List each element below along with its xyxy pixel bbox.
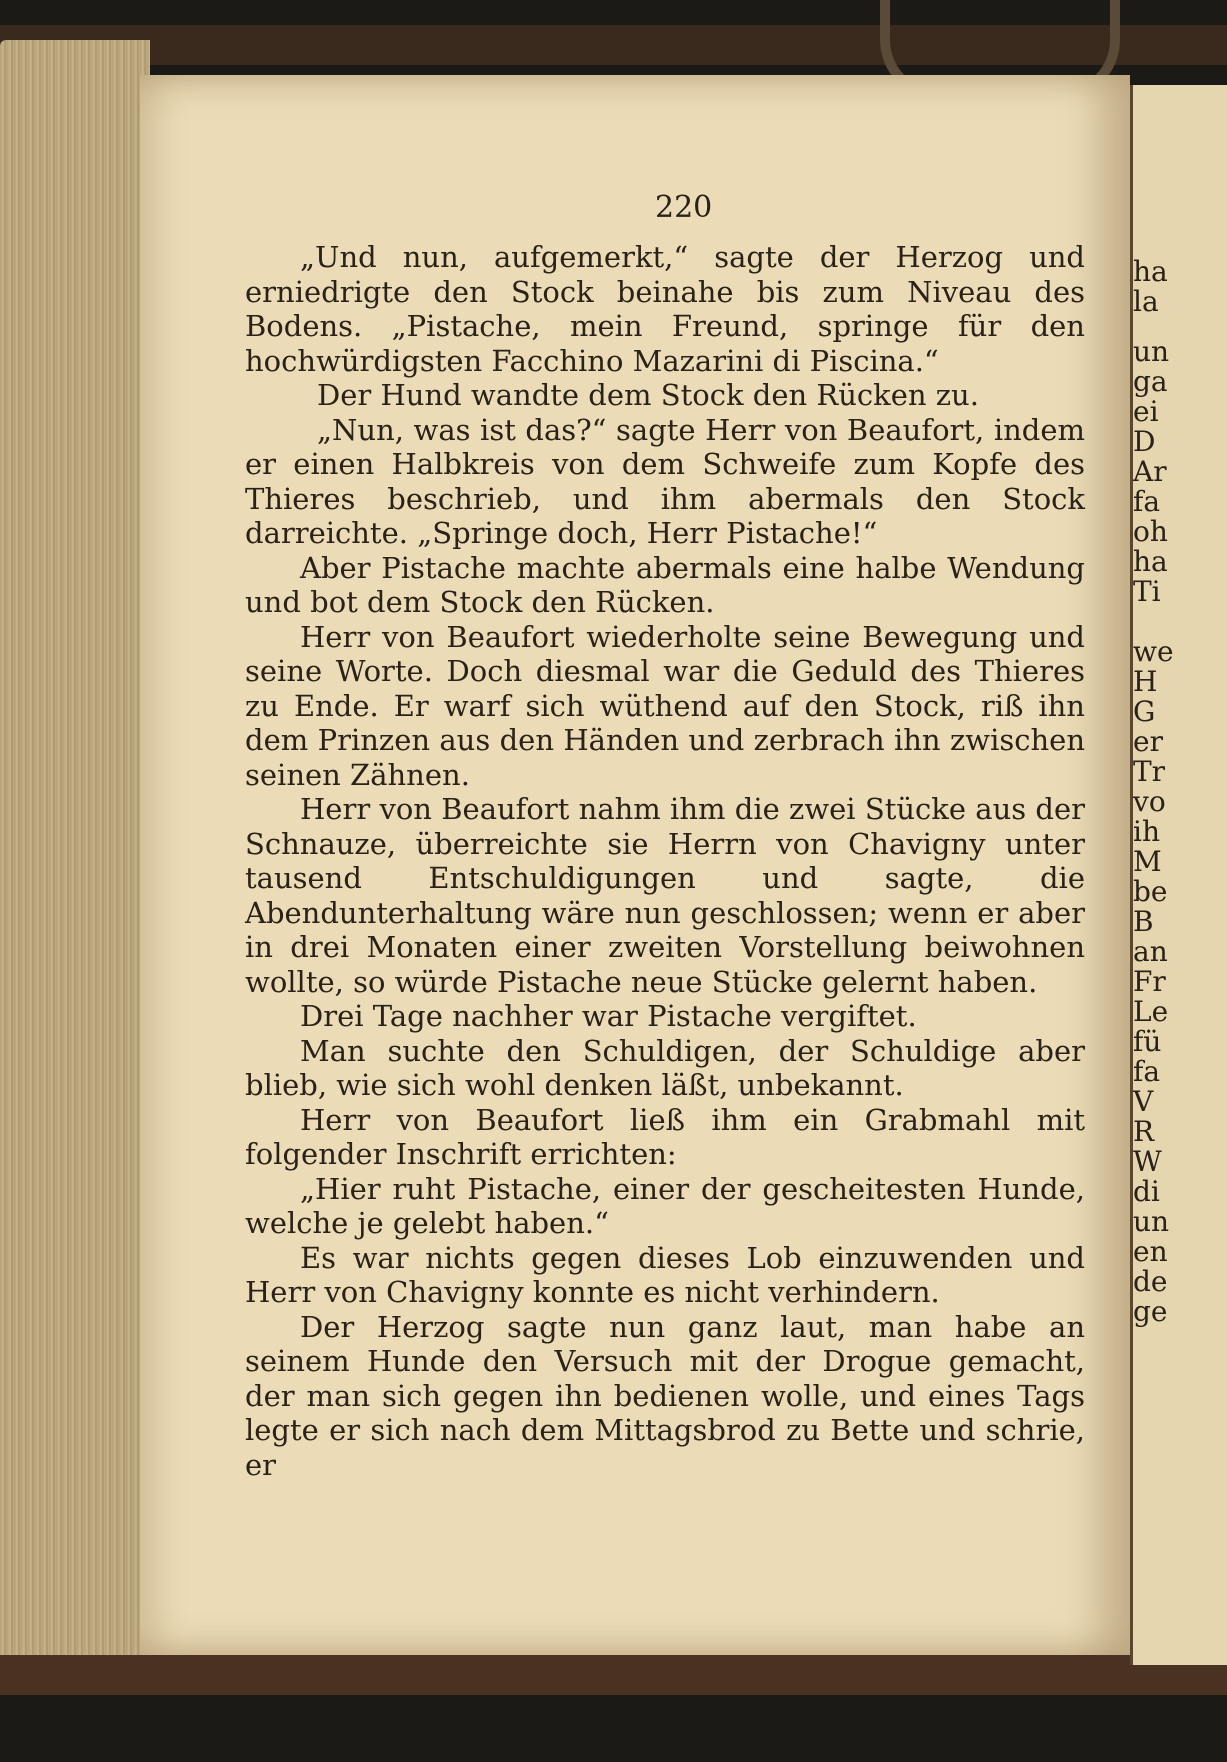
next-page-fragment: M <box>1133 845 1162 878</box>
next-page-fragment: vo <box>1133 785 1166 818</box>
next-page-fragment: di <box>1133 1175 1160 1208</box>
next-page-edge <box>1130 85 1227 1665</box>
next-page-fragment: we <box>1133 635 1174 668</box>
next-page-fragment: en <box>1133 1235 1168 1268</box>
next-page-fragment: la <box>1133 285 1159 318</box>
paragraph: Drei Tage nachher war Pistache vergiftet. <box>300 999 917 1033</box>
paragraph: „Nun, was ist das?“ sagte Herr von Beaufort, indem er einen Halbkreis von dem Schweife zum Kopfe des Thieres beschrieb, und ihm abermals den Stock darreichte. „Springe doch, Herr Pistache!“ <box>245 412 1085 550</box>
next-page-fragment: oh <box>1133 515 1168 548</box>
next-page-fragment: ga <box>1133 365 1168 398</box>
next-page-fragment: un <box>1133 335 1170 368</box>
next-page-fragment: fü <box>1133 1025 1162 1058</box>
next-page-fragment: B <box>1133 905 1154 938</box>
next-page-fragment: G <box>1133 695 1156 728</box>
paragraph: Der Herzog sagte nun ganz laut, man habe an seinem Hunde den Versuch mit der Drogue gemacht, der man sich gegen ihn bedienen wolle, und eines Tags legte er sich nach dem Mittagsbrod zu Bette und schrie, er <box>245 1309 1085 1482</box>
paragraph: Herr von Beaufort wiederholte seine Bewegung und seine Worte. Doch diesmal war die Geduld des Thieres zu Ende. Er warf sich wüthend auf den Stock, riß ihn dem Prinzen aus den Händen und zerbrach ihn zwischen seinen Zähnen. <box>245 619 1085 792</box>
next-page-fragment: Ar <box>1133 455 1167 488</box>
next-page-fragment: ih <box>1133 815 1160 848</box>
next-page-fragment: an <box>1133 935 1168 968</box>
next-page-fragment: er <box>1133 725 1163 758</box>
next-page-fragment: Fr <box>1133 965 1166 998</box>
next-page-fragment: ha <box>1133 545 1168 578</box>
paragraph: „Und nun, aufgemerkt,“ sagte der Herzog und erniedrigte den Stock beinahe bis zum Niveau des Bodens. „Pistache, mein Freund, springe für den hochwürdigsten Facchino Mazarini di Piscina.“ <box>245 240 1085 378</box>
next-page-fragment: W <box>1133 1145 1162 1178</box>
next-page-fragment: D <box>1133 425 1156 458</box>
next-page-fragment: ge <box>1133 1295 1168 1328</box>
next-page-fragment: V <box>1133 1085 1154 1118</box>
next-page-fragment: H <box>1133 665 1158 698</box>
next-page-fragment: un <box>1133 1205 1170 1238</box>
next-page-fragment: Tr <box>1133 755 1166 788</box>
next-page-fragment: R <box>1133 1115 1155 1148</box>
paragraph: Herr von Beaufort nahm ihm die zwei Stücke aus der Schnauze, überreichte sie Herrn von Chavigny unter tausend Entschuldigungen und sagte, die Abendunterhaltung wäre nun geschlossen; wenn er aber in drei Monaten einer zweiten Vorstellung beiwohnen wollte, so würde Pistache neue Stücke gelernt haben. <box>245 792 1085 999</box>
paragraph: Es war nichts gegen dieses Lob einzuwenden und Herr von Chavigny konnte es nicht verhindern. <box>245 1240 1085 1309</box>
next-page-fragment: de <box>1133 1265 1168 1298</box>
next-page-fragment: fa <box>1133 485 1161 518</box>
next-page-fragment: ha <box>1133 255 1168 288</box>
next-page-fragment: Le <box>1133 995 1169 1028</box>
paragraph: Herr von Beaufort ließ ihm ein Grabmahl mit folgender Inschrift errichten: <box>245 1102 1085 1171</box>
page-text <box>245 240 1085 1482</box>
book-binding-bottom <box>0 1655 1227 1695</box>
paragraph: Der Hund wandte dem Stock den Rücken zu. <box>317 378 979 412</box>
paragraph: Man suchte den Schuldigen, der Schuldige aber blieb, wie sich wohl denken läßt, unbekannt. <box>245 1033 1085 1102</box>
next-page-fragment: fa <box>1133 1055 1161 1088</box>
page-number: 220 <box>655 190 713 225</box>
page-edges <box>0 40 150 1680</box>
paragraph: Aber Pistache machte abermals eine halbe Wendung und bot dem Stock den Rücken. <box>245 550 1085 619</box>
next-page-fragment: Ti <box>1133 575 1161 608</box>
paragraph: „Hier ruht Pistache, einer der gescheitesten Hunde, welche je gelebt haben.“ <box>245 1171 1085 1240</box>
next-page-fragment: be <box>1133 875 1168 908</box>
next-page-fragment: ei <box>1133 395 1159 428</box>
